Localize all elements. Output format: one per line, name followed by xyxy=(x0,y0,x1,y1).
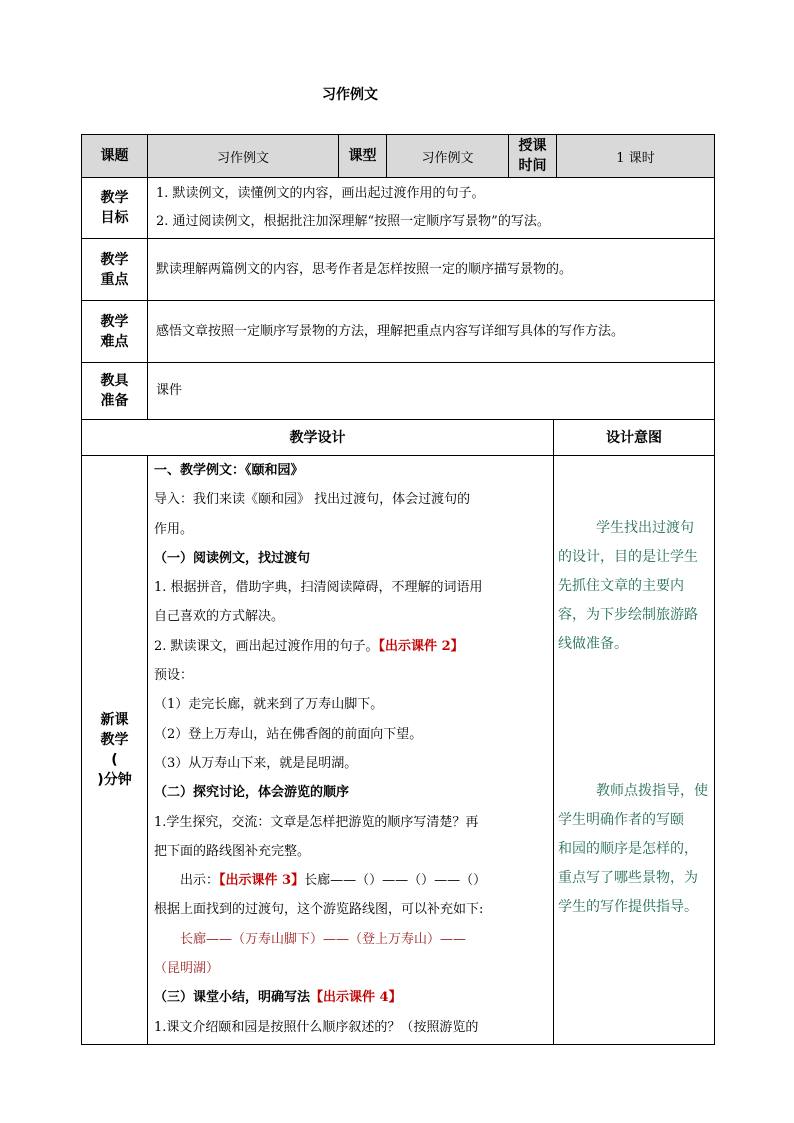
difficulties-label: 教学 难点 xyxy=(82,301,148,363)
time-value: 1 课时 xyxy=(557,135,715,178)
content-line xyxy=(154,866,547,895)
lesson-plan-table xyxy=(81,134,715,1045)
type-value: 习作例文 xyxy=(387,135,509,178)
intent-line: 学生找出过渡句 xyxy=(596,520,694,536)
key-points-label: 教学 重点 xyxy=(82,239,148,301)
content-text: 出示： xyxy=(180,873,220,889)
slide-reference: 【出示课件 3】 xyxy=(219,873,305,889)
intent-line: 重点写了哪些景物，为 xyxy=(558,870,698,886)
time-label: 授课 时间 xyxy=(509,135,557,178)
objectives-label: 教学 目标 xyxy=(82,178,148,239)
content-text: （三）课堂小结，明确写法 xyxy=(154,990,311,1006)
content-line: 根据上面找到的过渡句，这个游览路线图，可以补充如下: xyxy=(154,902,484,918)
intent-line: 先抓住文章的主要内 xyxy=(558,578,684,594)
objectives-content xyxy=(148,178,715,239)
intent-line: 容，为下步绘制旅游路 xyxy=(558,607,698,623)
route-answer: 长廊——（万寿山脚下）——（登上万寿山）—— xyxy=(180,931,467,947)
content-line: 把下面的路线图补充完整。 xyxy=(154,843,311,859)
difficulties-text: 感悟文章按照一定顺序写景物的方法，理解把重点内容写详细写具体的写作方法。 xyxy=(156,323,625,339)
tools-text: 课件 xyxy=(156,383,183,398)
intent-line: 学生明确作者的写颐 xyxy=(558,812,684,828)
key-points-text: 默读理解两篇例文的内容，思考作者是怎样按照一定的顺序描写景物的。 xyxy=(156,261,573,277)
content-subheading: （一）阅读例文，找过渡句 xyxy=(154,550,311,566)
content-line: 预设： xyxy=(154,668,194,684)
content-line: （2）登上万寿山，站在佛香阁的前面向下望。 xyxy=(154,726,423,742)
objective-item: 1. 默读例文，读懂例文的内容，画出起过渡作用的句子。 xyxy=(156,186,485,201)
content-line: 1.课文介绍颐和园是按照什么顺序叙述的？（按照游览的 xyxy=(154,1019,479,1035)
document-title: 习作例文 xyxy=(322,87,378,103)
content-line: 导入：我们来读《颐和园》 找出过渡句，体会过渡句的 xyxy=(154,492,471,508)
intent-line: 学生的写作提供指导。 xyxy=(558,899,698,915)
topic-value: 习作例文 xyxy=(148,135,339,178)
intent-line: 教师点拨指导，使 xyxy=(596,783,708,799)
intent-line: 的设计，目的是让学生 xyxy=(558,549,698,565)
design-header-right: 设计意图 xyxy=(554,420,715,456)
objective-item: 2. 通过阅读例文，根据批注加深理解“按照一定顺序写景物”的写法。 xyxy=(156,214,550,229)
tools-content xyxy=(148,363,715,420)
topic-label: 课题 xyxy=(82,135,148,178)
content-line: 1. 根据拼音，借助字典，扫清阅读障碍，不理解的词语用 xyxy=(154,580,483,596)
content-heading: 一、教学例文：《颐和园》 xyxy=(154,463,304,478)
content-subheading: （二）探究讨论，体会游览的顺序 xyxy=(154,785,350,801)
content-line: 作用。 xyxy=(154,521,194,537)
key-points-content xyxy=(148,239,715,301)
route-answer: （昆明湖） xyxy=(154,961,220,977)
section-label: 新课 教学 ( )分钟 xyxy=(82,456,148,1045)
content-line: （1）走完长廊，就来到了万寿山脚下。 xyxy=(154,697,384,713)
content-line: 自己喜欢的方式解决。 xyxy=(154,609,285,625)
teaching-content xyxy=(148,456,554,1045)
tools-label: 教具 准备 xyxy=(82,363,148,420)
intent-line: 线做准备。 xyxy=(558,636,628,652)
content-line xyxy=(154,632,547,661)
content-line: （3）从万寿山下来，就是昆明湖。 xyxy=(154,755,358,771)
design-header-left: 教学设计 xyxy=(82,420,554,456)
content-text: 2. 默读课文，画出起过渡作用的句子。 xyxy=(154,638,379,654)
slide-reference: 【出示课件 2】 xyxy=(378,638,464,654)
content-text: 长廊——（）——（）——（） xyxy=(304,873,487,889)
type-label: 课型 xyxy=(339,135,387,178)
content-line: 1.学生探究，交流：文章是怎样把游览的顺序写清楚？再 xyxy=(154,814,479,830)
slide-reference: 【出示课件 4】 xyxy=(310,990,402,1006)
intent-line: 和园的顺序是怎样的， xyxy=(558,841,698,857)
difficulties-content xyxy=(148,301,715,363)
design-intent xyxy=(554,456,715,1045)
content-subheading xyxy=(154,983,547,1012)
